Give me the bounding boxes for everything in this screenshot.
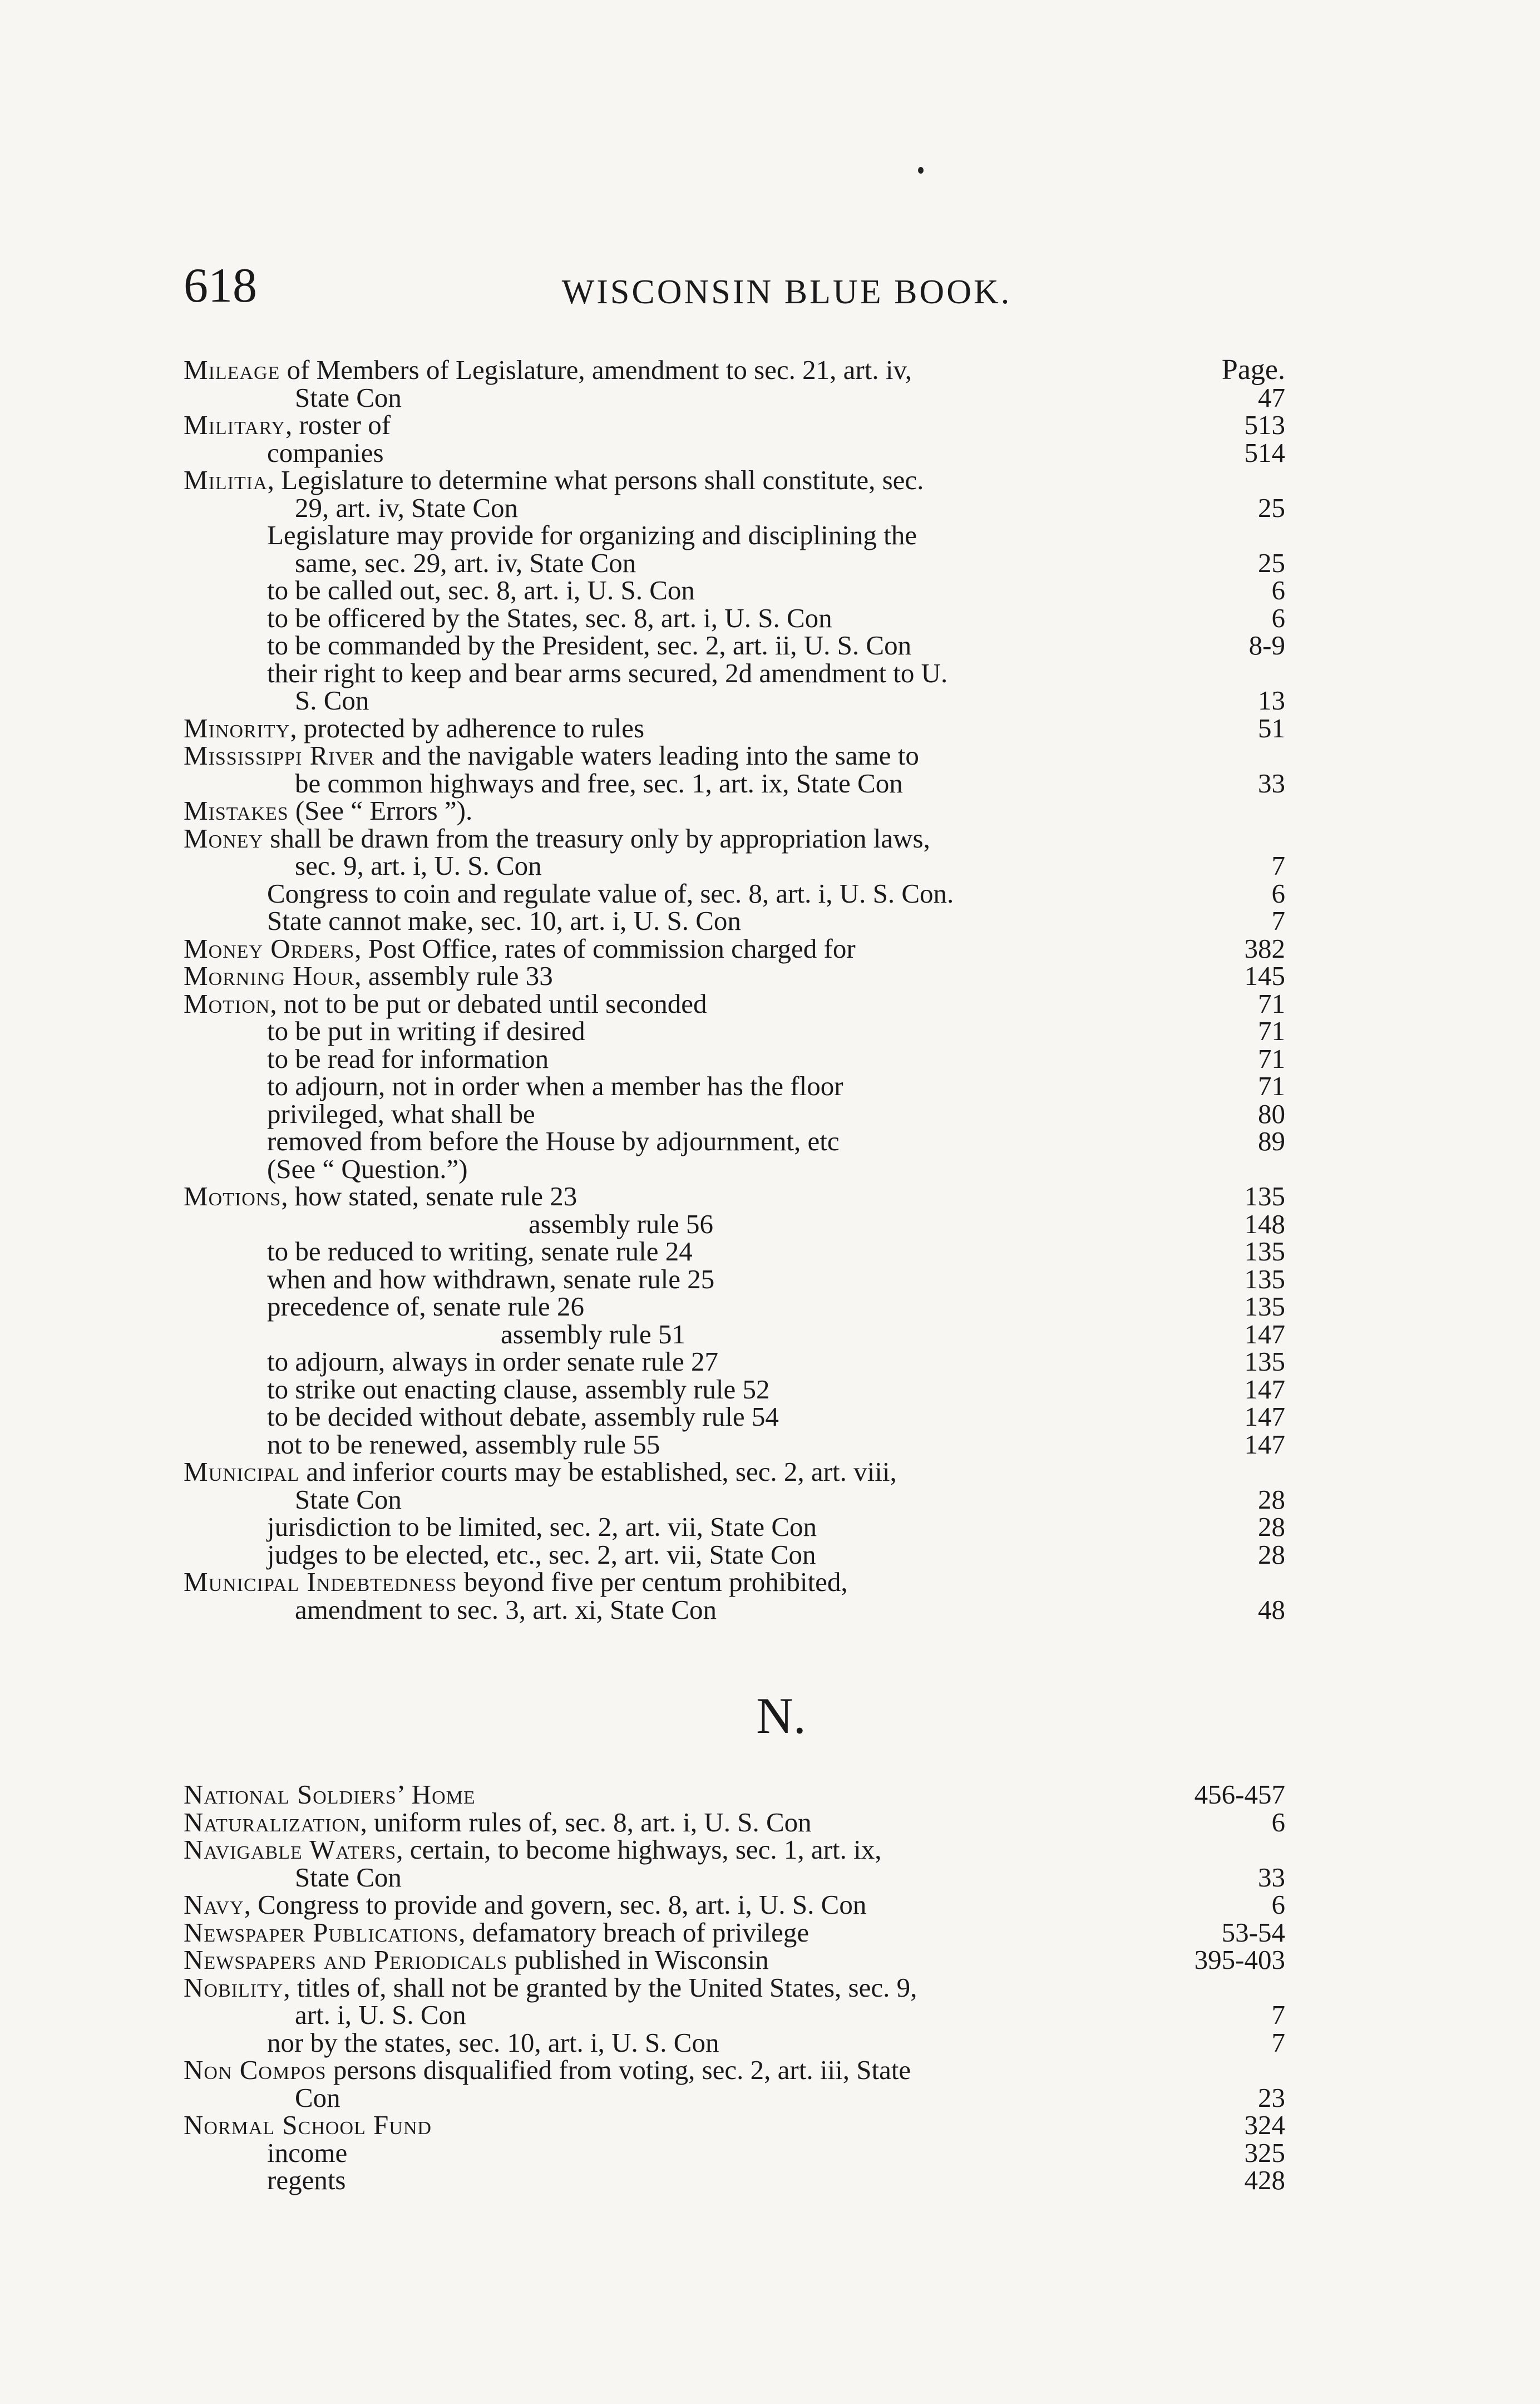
page-reference: 514 [1244, 437, 1285, 468]
entry-description: S. Con [295, 685, 369, 716]
index-entry [184, 1127, 1285, 1155]
index-entry [184, 439, 1285, 467]
index-entry [184, 1596, 1285, 1624]
entry-description: (See “ Question.”) [267, 1153, 468, 1184]
entry-description: and the navigable waters leading into the same to [374, 740, 919, 771]
index-entry [184, 1238, 1285, 1265]
page-reference: 25 [1258, 492, 1285, 523]
index-entry [184, 521, 1285, 549]
index-entry [184, 1919, 1285, 1947]
entry-heading: Motions [184, 1181, 282, 1211]
entry-text [267, 1429, 660, 1460]
entry-text [267, 1236, 693, 1267]
entry-text [529, 1209, 713, 1239]
entry-heading: Municipal [184, 1456, 300, 1487]
index-entry [184, 494, 1285, 522]
entry-text [184, 2110, 432, 2140]
page-reference: 28 [1258, 1539, 1285, 1570]
page-reference: 71 [1258, 1071, 1285, 1101]
index-entry [184, 1210, 1285, 1238]
entry-text [267, 1154, 468, 1184]
entry-text [267, 575, 695, 605]
entry-heading: Municipal Indebtedness [184, 1566, 457, 1597]
page-reference: 47 [1258, 382, 1285, 413]
entry-heading: Mistakes [184, 795, 289, 826]
page-reference: 7 [1271, 850, 1285, 881]
entry-description: shall be drawn from the treasury only by appropriation laws, [263, 822, 930, 854]
entry-text [184, 1566, 848, 1597]
entry-description: precedence of, senate rule 26 [267, 1291, 584, 1322]
entry-text [184, 795, 472, 826]
entry-text [267, 2027, 719, 2058]
index-entry [184, 1100, 1285, 1128]
entry-description: to be read for information [267, 1043, 549, 1074]
entry-description: , uniform rules of, sec. 8, art. i, U. S. Con [360, 1806, 812, 1838]
entry-description: Con [295, 2082, 340, 2113]
entry-description: removed from before the House by adjournment, etc [267, 1126, 840, 1156]
entry-text [267, 1291, 584, 1322]
entry-text [184, 933, 856, 964]
index-entry [184, 466, 1285, 494]
page-reference: 89 [1258, 1126, 1285, 1156]
page-reference: 13 [1258, 685, 1285, 716]
entry-text [184, 354, 912, 385]
page-reference: 6 [1271, 1889, 1285, 1920]
index-entry [184, 1781, 1285, 1809]
page-reference: 6 [1271, 1806, 1285, 1838]
entry-text [267, 1539, 816, 1570]
entry-text [267, 1346, 718, 1377]
index-entry [184, 1974, 1285, 2002]
page-reference: 51 [1258, 712, 1285, 743]
index-entry [184, 2111, 1285, 2139]
index-entry [184, 1348, 1285, 1376]
entry-description: , certain, to become highways, sec. 1, art. ix, [396, 1834, 882, 1865]
entry-text [267, 1016, 585, 1046]
entry-text [267, 630, 911, 661]
entry-heading: Mississippi River [184, 740, 375, 771]
entry-text [295, 1594, 717, 1625]
page-reference: 428 [1244, 2165, 1285, 2195]
page-reference: 382 [1244, 933, 1285, 964]
entry-text [267, 878, 954, 909]
index-entry [184, 1513, 1285, 1541]
entry-description: persons disqualified from voting, sec. 2, art. iii, State [326, 2055, 911, 2085]
entry-heading: Motion [184, 988, 270, 1019]
entry-text [184, 1889, 866, 1920]
entry-description: income [267, 2137, 348, 2168]
page-reference: 513 [1244, 410, 1285, 440]
index-entry [184, 822, 1285, 854]
entry-text [267, 520, 917, 550]
index-section-m [184, 356, 1285, 1623]
entry-text [267, 603, 832, 633]
entry-text [267, 1374, 770, 1405]
page-reference: 135 [1244, 1181, 1285, 1211]
entry-description: to be commanded by the President, sec. 2, art. ii, U. S. Con [267, 630, 912, 661]
index-entry [184, 1373, 1285, 1405]
entry-text [184, 1779, 476, 1810]
entry-description: , protected by adherence to rules [290, 712, 645, 743]
page-reference: 6 [1271, 575, 1285, 605]
page-reference: 147 [1244, 1401, 1285, 1432]
index-entry [184, 659, 1285, 687]
entry-description: , Congress to provide and govern, sec. 8, art. i, U. S. Con [244, 1889, 867, 1920]
index-entry [184, 1486, 1285, 1514]
page-reference: 324 [1244, 2110, 1285, 2140]
entry-description: privileged, what shall be [267, 1098, 535, 1129]
entry-description: their right to keep and bear arms secured, 2d amendment to U. [267, 657, 948, 688]
index-entry [184, 1017, 1285, 1045]
entry-description: Congress to coin and regulate value of, sec. 8, art. i, U. S. Con. [267, 878, 954, 909]
entry-text [184, 713, 644, 743]
entry-text [184, 2055, 911, 2085]
entry-description: , roster of [285, 410, 391, 440]
entry-heading: Naturalization [184, 1806, 361, 1838]
index-entry [184, 990, 1285, 1018]
entry-description: to be decided without debate, assembly rule 54 [267, 1401, 779, 1432]
index-entry [184, 907, 1285, 935]
entry-text [184, 1456, 897, 1487]
entry-text [295, 1484, 402, 1515]
index-entry [184, 687, 1285, 715]
index-entry [184, 2166, 1285, 2194]
page-reference: 48 [1258, 1594, 1285, 1625]
entry-description: assembly rule 56 [529, 1208, 714, 1239]
index-entry [184, 962, 1285, 990]
page-reference: 7 [1271, 2027, 1285, 2058]
entry-description: 29, art. iv, State Con [295, 492, 519, 523]
index-entry [184, 577, 1285, 604]
index-entry [184, 742, 1285, 770]
page-reference: 8-9 [1248, 630, 1285, 661]
entry-text [295, 850, 542, 881]
page-reference: 6 [1271, 878, 1285, 909]
index-entry [184, 1293, 1285, 1321]
page-number: 618 [184, 259, 257, 313]
index-entry [184, 1861, 1285, 1893]
index-entry [184, 1946, 1285, 1974]
entry-heading: Militia [184, 465, 268, 495]
index-entry [184, 797, 1285, 825]
entry-description: not to be renewed, assembly rule 55 [267, 1428, 660, 1460]
entry-text [184, 988, 707, 1019]
entry-description: companies [267, 437, 384, 468]
entry-description: art. i, U. S. Con [295, 1999, 466, 2030]
index-entry [184, 2029, 1285, 2057]
entry-heading: Minority [184, 712, 290, 743]
entry-text [295, 1862, 402, 1893]
entry-heading: Money [184, 822, 263, 854]
entry-heading: Money Orders [184, 933, 355, 964]
entry-heading: Nobility [184, 1972, 284, 2003]
index-entry [184, 549, 1285, 577]
entry-description: amendment to sec. 3, art. xi, State Con [295, 1594, 717, 1625]
index-entry [184, 767, 1285, 799]
page-reference: 6 [1271, 602, 1285, 633]
entry-description: , Post Office, rates of commission charged for [354, 933, 856, 964]
entry-text [267, 437, 384, 468]
page-reference: 147 [1244, 1428, 1285, 1460]
index-entry [184, 1458, 1285, 1486]
entry-heading: Navy [184, 1889, 244, 1920]
entry-description: beyond five per centum prohibited, [457, 1566, 848, 1597]
entry-text [184, 823, 930, 854]
index-entry [184, 1806, 1285, 1838]
entry-description: , assembly rule 33 [354, 960, 553, 991]
index-entry [184, 1428, 1285, 1460]
entry-description: State cannot make, sec. 10, art. i, U. S. Con [267, 905, 741, 936]
page-reference: 325 [1244, 2137, 1285, 2168]
index-entry [184, 356, 1285, 384]
entry-description: State Con [295, 1484, 402, 1515]
entry-description: State Con [295, 382, 402, 413]
entry-description: , titles of, shall not be granted by the United States, sec. 9, [283, 1972, 917, 2003]
entry-text [184, 740, 919, 771]
entry-heading: Military [184, 410, 285, 440]
entry-text [184, 465, 924, 495]
entry-text [267, 1511, 817, 1542]
index-entry [184, 2056, 1285, 2084]
index-entry [184, 2001, 1285, 2029]
index-entry [184, 1183, 1285, 1210]
index-entry [184, 411, 1285, 439]
entry-text [184, 1917, 809, 1948]
page-reference: 135 [1244, 1291, 1285, 1322]
entry-heading: Normal School Fund [184, 2110, 432, 2140]
page-reference: 135 [1244, 1236, 1285, 1267]
entry-text [184, 1944, 769, 1975]
index-entry [184, 1541, 1285, 1569]
index-entry [184, 2084, 1285, 2112]
entry-text [184, 1972, 917, 2003]
index-entry [184, 1403, 1285, 1431]
entry-text [184, 960, 553, 991]
entry-description: sec. 9, art. i, U. S. Con [295, 850, 542, 881]
index-entry [184, 604, 1285, 632]
entry-text [184, 1834, 881, 1865]
entry-description: Legislature may provide for organizing and disciplining the [267, 520, 917, 550]
page-reference: 7 [1271, 1999, 1285, 2030]
entry-heading: Morning Hour [184, 960, 355, 991]
index-entry [184, 712, 1285, 743]
entry-text [267, 1071, 843, 1101]
entry-description: to be reduced to writing, senate rule 24 [267, 1236, 693, 1267]
page-reference: 147 [1244, 1318, 1285, 1349]
page-reference: 147 [1244, 1373, 1285, 1405]
page-reference: 28 [1258, 1511, 1285, 1542]
entry-text [184, 1181, 577, 1211]
index-entry [184, 1265, 1285, 1293]
entry-text [295, 492, 518, 523]
index-entry [184, 1568, 1285, 1596]
entry-description: to strike out enacting clause, assembly rule 52 [267, 1373, 770, 1405]
entry-heading: National Soldiers’ Home [184, 1779, 476, 1810]
page-reference: 25 [1258, 547, 1285, 578]
page-reference: 135 [1244, 1346, 1285, 1377]
entry-description: jurisdiction to be limited, sec. 2, art. vii, State Con [267, 1511, 817, 1542]
page-reference: 135 [1244, 1263, 1285, 1294]
entry-description: judges to be elected, etc., sec. 2, art. vii, State Con [267, 1539, 816, 1570]
page-reference: 71 [1258, 1043, 1285, 1074]
entry-description: be common highways and free, sec. 1, art. ix, State Con [295, 767, 903, 799]
index-entry [184, 935, 1285, 963]
entry-text [295, 768, 903, 799]
page-reference: 71 [1258, 988, 1285, 1019]
entry-text [267, 2137, 347, 2168]
index-entry [184, 632, 1285, 659]
entry-description: , defamatory breach of privilege [458, 1917, 810, 1948]
entry-text [295, 548, 636, 578]
entry-description: when and how withdrawn, senate rule 25 [267, 1263, 715, 1294]
entry-description: , Legislature to determine what persons shall constitute, sec. [267, 465, 924, 495]
entry-description: assembly rule 51 [501, 1318, 686, 1349]
page-reference: 33 [1258, 1861, 1285, 1893]
entry-heading: Navigable Waters [184, 1834, 397, 1865]
entry-text [267, 1043, 549, 1074]
page-reference: 145 [1244, 960, 1285, 991]
index-entry [184, 1155, 1285, 1183]
index-entry [184, 1318, 1285, 1349]
index-entry [184, 1836, 1285, 1864]
entry-text [267, 905, 741, 936]
entry-text [295, 2082, 340, 2113]
entry-description: State Con [295, 1861, 402, 1893]
entry-description: to be called out, sec. 8, art. i, U. S. Con [267, 575, 695, 605]
page-reference: 395-403 [1194, 1944, 1285, 1975]
entry-text [295, 382, 402, 413]
entry-text [501, 1319, 685, 1349]
entry-heading: Non Compos [184, 2055, 327, 2085]
entry-text [267, 1098, 535, 1129]
entry-description: same, sec. 29, art. iv, State Con [295, 547, 636, 578]
entry-text [267, 658, 947, 688]
page-reference: 53-54 [1221, 1917, 1285, 1948]
page-reference: 28 [1258, 1484, 1285, 1515]
index-entry [184, 2139, 1285, 2167]
entry-text [267, 1264, 714, 1294]
index-entry [184, 880, 1285, 908]
page-reference: 23 [1258, 2082, 1285, 2113]
entry-description: to be put in writing if desired [267, 1016, 585, 1046]
entry-heading: Mileage [184, 354, 280, 385]
entry-description: nor by the states, sec. 10, art. i, U. S. Con [267, 2027, 719, 2058]
page-reference: 80 [1258, 1098, 1285, 1129]
page-reference: 7 [1271, 905, 1285, 936]
entry-text [295, 685, 369, 716]
entry-text [267, 1126, 840, 1156]
entry-text [295, 1999, 466, 2030]
entry-description: and inferior courts may be established, sec. 2, art. viii, [299, 1456, 897, 1487]
page-column-label: Page. [1221, 354, 1285, 386]
index-section-n [184, 1781, 1285, 2194]
entry-text [184, 410, 391, 440]
entry-description: to be officered by the States, sec. 8, art. i, U. S. Con [267, 602, 832, 633]
entry-text [184, 1807, 812, 1838]
page-reference: 148 [1244, 1208, 1285, 1239]
index-entry [184, 1045, 1285, 1073]
index-entry [184, 384, 1285, 412]
page-reference: 33 [1258, 767, 1285, 799]
entry-text [267, 2165, 346, 2195]
entry-description: regents [267, 2165, 346, 2195]
entry-description: published in Wisconsin [507, 1944, 769, 1975]
index-entry [184, 852, 1285, 880]
index-entry [184, 1072, 1285, 1100]
stray-mark [918, 167, 924, 174]
entry-heading: Newspaper Publications [184, 1917, 459, 1948]
entry-description: to adjourn, not in order when a member has the floor [267, 1071, 843, 1101]
entry-description: , not to be put or debated until seconded [270, 988, 707, 1019]
running-title: WISCONSIN BLUE BOOK. [561, 273, 1012, 311]
entry-description: of Members of Legislature, amendment to sec. 21, art. iv, [280, 354, 912, 385]
entry-description: (See “ Errors ”). [288, 795, 473, 826]
section-letter: N. [756, 1687, 806, 1744]
entry-description: to adjourn, always in order senate rule 27 [267, 1346, 718, 1377]
entry-heading: Newspapers and Periodicals [184, 1944, 508, 1975]
page-reference: 71 [1258, 1016, 1285, 1046]
entry-description: , how stated, senate rule 23 [281, 1181, 578, 1211]
index-entry [184, 1891, 1285, 1919]
entry-text [267, 1401, 779, 1432]
page-reference: 456-457 [1194, 1779, 1285, 1810]
